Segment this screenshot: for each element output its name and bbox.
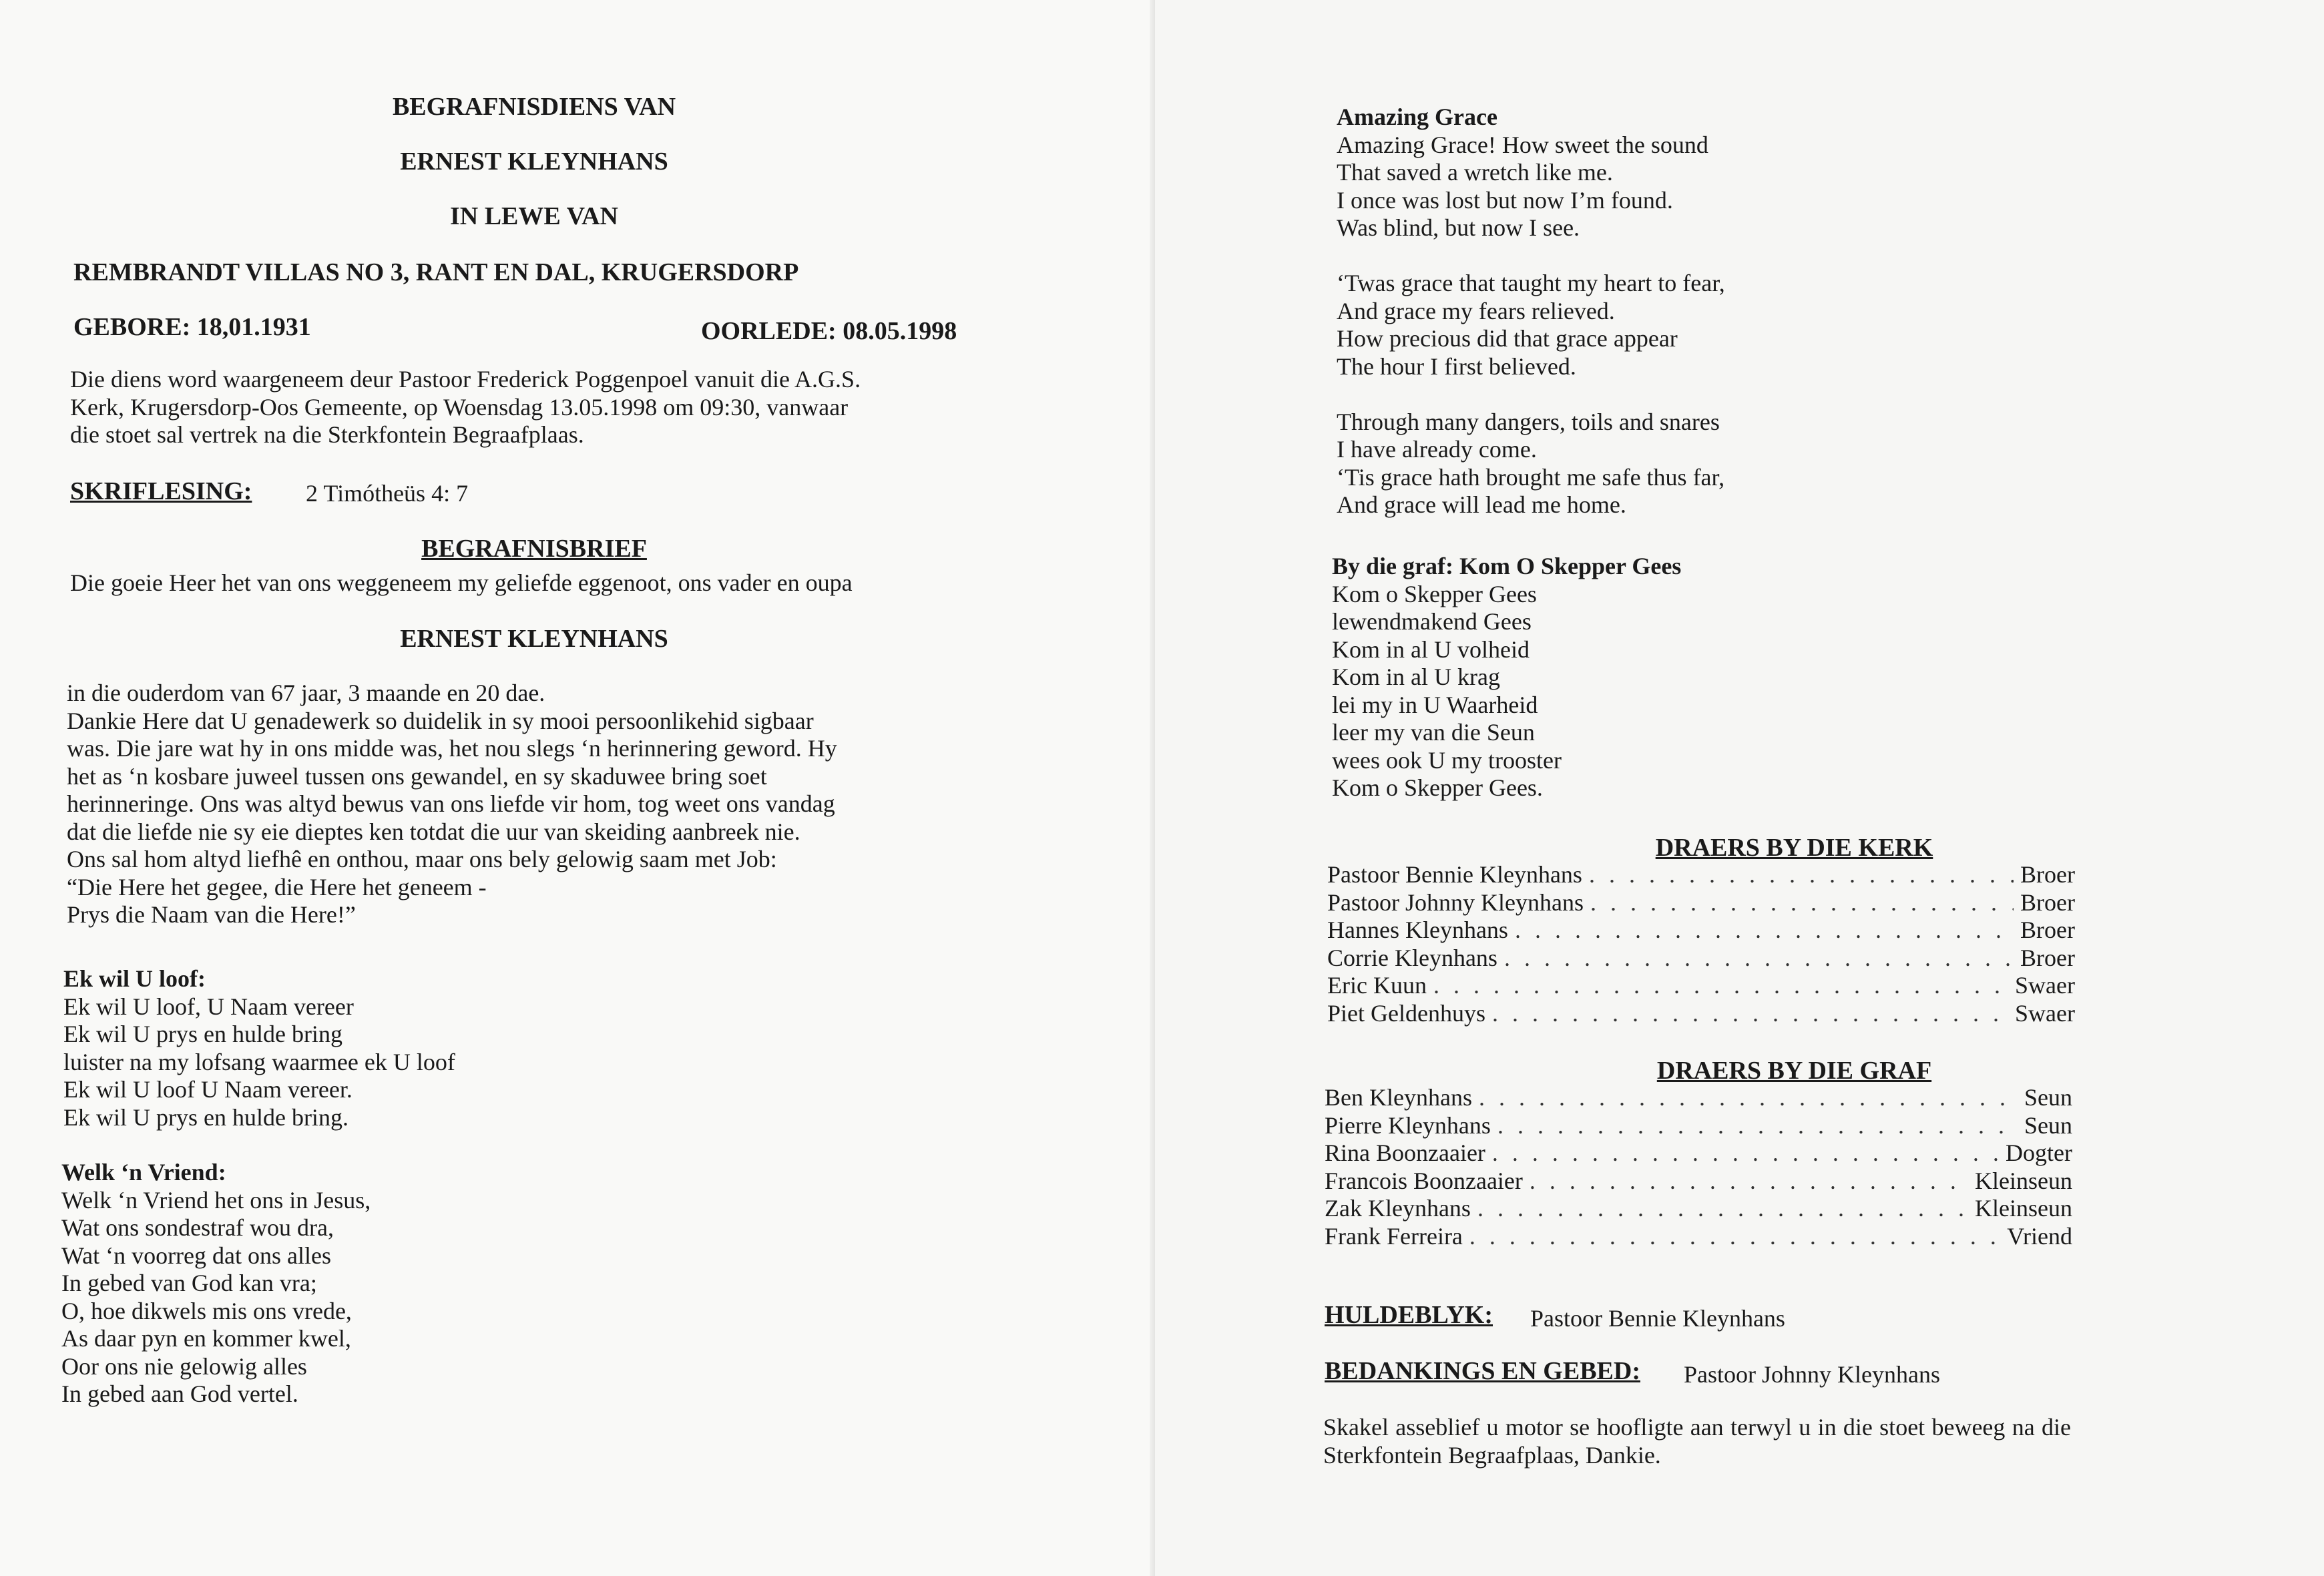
hymn-line: In gebed van God kan vra; <box>61 1270 317 1296</box>
born-date: GEBORE: 18,01.1931 <box>73 313 311 341</box>
letter-line: “Die Here het gegee, die Here het geneem - <box>67 873 487 900</box>
hymn-line: Ek wil U loof, U Naam vereer <box>63 993 354 1020</box>
letter-name: ERNEST KLEYNHANS <box>400 625 668 653</box>
hymn-line: ‘Tis grace hath brought me safe thus far, <box>1337 463 1725 491</box>
hymn-kom-o-skepper-gees <box>1332 553 1681 802</box>
thanks-label: BEDANKINGS EN GEBED: <box>1325 1357 1640 1385</box>
bearer-row <box>1325 1167 2072 1196</box>
hymn-line: How precious did that grace appear <box>1337 325 1678 352</box>
hymn-line: Amazing Grace! How sweet the sound <box>1337 131 1708 158</box>
hymn-line: lei my in U Waarheid <box>1332 691 1538 718</box>
thanks-value: Pastoor Johnny Kleynhans <box>1684 1361 1940 1388</box>
reading-value: 2 Timótheüs 4: 7 <box>306 480 469 507</box>
bearer-name: Francois Boonzaaier <box>1325 1167 1523 1194</box>
leader-dots <box>1497 1112 2018 1140</box>
hymn-line: Ek wil U prys en hulde bring. <box>63 1103 348 1131</box>
leader-dots <box>1469 1223 2000 1251</box>
hymn-title: Welk ‘n Vriend: <box>61 1159 226 1186</box>
letter-line: Prys die Naam van die Here!” <box>67 901 356 928</box>
heading-name: ERNEST KLEYNHANS <box>400 148 668 176</box>
leader-dots <box>1477 1195 1968 1223</box>
leader-dots <box>1492 1000 2008 1028</box>
letter-intro: Die goeie Heer het van ons weggeneem my geliefde eggenoot, ons vader en oupa <box>70 569 853 596</box>
hymn-line: Wat ons sondestraf wou dra, <box>61 1214 334 1241</box>
hymn-line: luister na my lofsang waarmee ek U loof <box>63 1048 455 1075</box>
letter-line: was. Die jare wat hy in ons midde was, het nou slegs ‘n herinnering geword. Hy <box>67 735 837 762</box>
hymn-line: As daar pyn en kommer kwel, <box>61 1325 351 1352</box>
hymn-line: The hour I first believed. <box>1337 352 1576 380</box>
bearer-relation: Broer <box>2020 944 2075 971</box>
tribute-value: Pastoor Bennie Kleynhans <box>1530 1305 1785 1332</box>
bearer-row <box>1325 1139 2072 1167</box>
letter-title: BEGRAFNISBRIEF <box>421 535 647 563</box>
bearer-name: Rina Boonzaaier <box>1325 1139 1485 1166</box>
hymn-line: Kom o Skepper Gees. <box>1332 774 1543 801</box>
hymn-line: Ek wil U prys en hulde bring <box>63 1021 342 1047</box>
bearer-row <box>1325 1195 2072 1223</box>
hymn-line: That saved a wretch like me. <box>1337 159 1613 186</box>
service-paragraph <box>70 366 998 449</box>
bearer-row <box>1325 1223 2072 1251</box>
service-line: Die diens word waargeneem deur Pastoor Frederick Poggenpoel vanuit die A.G.S. <box>70 366 861 392</box>
letter-line: het as ‘n kosbare juweel tussen ons gewandel, en sy skaduwee bring soet <box>67 762 767 790</box>
bearer-relation: Broer <box>2020 861 2075 888</box>
bearer-row <box>1327 889 2075 917</box>
bearer-relation: Swaer <box>2015 999 2075 1027</box>
bearer-name: Pierre Kleynhans <box>1325 1111 1491 1139</box>
hymn-line: Kom in al U volheid <box>1332 635 1530 663</box>
hymn-title: By die graf: Kom O Skepper Gees <box>1332 553 1682 579</box>
heading-service: BEGRAFNISDIENS VAN <box>392 93 676 121</box>
bearer-relation: Broer <box>2020 888 2075 916</box>
hymn-amazing-grace <box>1337 103 1725 519</box>
hymn-line: lewendmakend Gees <box>1332 608 1532 635</box>
bearer-relation: Seun <box>2024 1111 2072 1139</box>
bearer-name: Pastoor Johnny Kleynhans <box>1327 888 1584 916</box>
hymn-line: Wat ‘n voorreg dat ons alles <box>61 1242 331 1269</box>
letter-line: dat die liefde nie sy eie dieptes ken totdat die uur van skeiding aanbreek nie. <box>67 818 800 845</box>
leader-dots <box>1515 916 2014 945</box>
hymn-line: O, hoe dikwels mis ons vrede, <box>61 1297 352 1324</box>
hymn-line: Kom in al U krag <box>1332 664 1500 690</box>
bearer-row <box>1325 1112 2072 1140</box>
letter-line: Dankie Here dat U genadewerk so duidelik in sy mooi persoonlikehid sigbaar <box>67 707 814 734</box>
service-line: Kerk, Krugersdorp-Oos Gemeente, op Woensdag 13.05.1998 om 09:30, vanwaar <box>70 393 849 421</box>
bearer-relation: Broer <box>2020 916 2075 943</box>
leader-dots <box>1530 1167 1968 1196</box>
leader-dots <box>1589 861 2014 889</box>
bearer-relation: Kleinseun <box>1975 1195 2072 1222</box>
leader-dots <box>1492 1139 1999 1167</box>
bearer-row <box>1325 1084 2072 1112</box>
hymn-line: In gebed aan God vertel. <box>61 1380 298 1407</box>
leader-dots <box>1504 945 2014 973</box>
hymn-line: Through many dangers, toils and snares <box>1337 408 1720 435</box>
bearer-relation: Swaer <box>2015 972 2075 999</box>
bearer-name: Frank Ferreira <box>1325 1222 1463 1250</box>
hymn-line: Welk ‘n Vriend het ons in Jesus, <box>61 1186 371 1214</box>
letter-line: Ons sal hom altyd liefhê en onthou, maar ons bely gelowig saam met Job: <box>67 846 777 872</box>
left-page <box>0 0 1155 1576</box>
letter-body <box>67 680 991 929</box>
bearer-name: Hannes Kleynhans <box>1327 916 1508 943</box>
letter-line: in die ouderdom van 67 jaar, 3 maande en 20 dae. <box>67 680 545 706</box>
hymn-line: ‘Twas grace that taught my heart to fear, <box>1337 270 1725 296</box>
hymn-line: Kom o Skepper Gees <box>1332 580 1537 607</box>
closing-line: Sterkfontein Begraafplaas, Dankie. <box>1323 1441 1661 1469</box>
died-date: OORLEDE: 08.05.1998 <box>701 317 957 345</box>
bearer-relation: Dogter <box>2006 1139 2072 1166</box>
bearer-name: Ben Kleynhans <box>1325 1084 1472 1111</box>
hymn-title: Ek wil U loof: <box>63 965 206 992</box>
bearer-name: Pastoor Bennie Kleynhans <box>1327 861 1582 888</box>
bearer-row <box>1327 916 2075 945</box>
bearer-row <box>1327 1000 2075 1028</box>
tribute-label: HULDEBLYK: <box>1325 1301 1493 1329</box>
bearer-row <box>1327 945 2075 973</box>
church-bearers-list <box>1327 861 2075 1027</box>
hymn-line: I have already come. <box>1337 436 1537 463</box>
bearer-relation: Kleinseun <box>1975 1167 2072 1194</box>
address: REMBRANDT VILLAS NO 3, RANT EN DAL, KRUGERSDORP <box>73 258 799 286</box>
hymn-line: And grace my fears relieved. <box>1337 297 1615 324</box>
bearer-name: Eric Kuun <box>1327 972 1427 999</box>
bearer-relation: Seun <box>2024 1084 2072 1111</box>
hymn-line: Ek wil U loof U Naam vereer. <box>63 1076 353 1103</box>
service-line: die stoet sal vertrek na die Sterkfontein Begraafplaas. <box>70 421 584 448</box>
bearer-name: Zak Kleynhans <box>1325 1195 1471 1222</box>
hymn-line: Was blind, but now I see. <box>1337 214 1580 241</box>
hymn-ek-wil-u-loof <box>63 965 455 1131</box>
leader-dots <box>1433 972 2008 1000</box>
bearer-name: Piet Geldenhuys <box>1327 999 1485 1027</box>
hymn-line: leer my van die Seun <box>1332 719 1535 746</box>
grave-bearers-title: DRAERS BY DIE GRAF <box>1656 1057 1932 1085</box>
heading-in-lewe: IN LEWE VAN <box>449 202 618 230</box>
hymn-title: Amazing Grace <box>1337 103 1497 130</box>
hymn-line: I once was lost but now I’m found. <box>1337 186 1673 214</box>
reading-label: SKRIFLESING: <box>70 477 252 505</box>
church-bearers-title: DRAERS BY DIE KERK <box>1655 834 1933 862</box>
hymn-line: Oor ons nie gelowig alles <box>61 1352 307 1380</box>
hymn-welk-n-vriend <box>61 1159 371 1408</box>
bearer-relation: Vriend <box>2007 1222 2072 1250</box>
bearer-name: Corrie Kleynhans <box>1327 944 1497 971</box>
hymn-line: wees ook U my trooster <box>1332 746 1562 774</box>
letter-line: herinneringe. Ons was altyd bewus van ons liefde vir hom, tog weet ons vandag <box>67 790 835 817</box>
leader-dots <box>1479 1084 2018 1112</box>
bearer-row <box>1327 861 2075 889</box>
grave-bearers-list <box>1325 1084 2072 1250</box>
hymn-line: And grace will lead me home. <box>1337 491 1626 518</box>
leader-dots <box>1590 889 2014 917</box>
bearer-row <box>1327 972 2075 1000</box>
right-page <box>1155 0 2324 1576</box>
closing-line: Skakel asseblief u motor se hoofligte aan terwyl u in die stoet beweeg na die <box>1323 1414 2071 1440</box>
closing-paragraph <box>1323 1414 2071 1469</box>
